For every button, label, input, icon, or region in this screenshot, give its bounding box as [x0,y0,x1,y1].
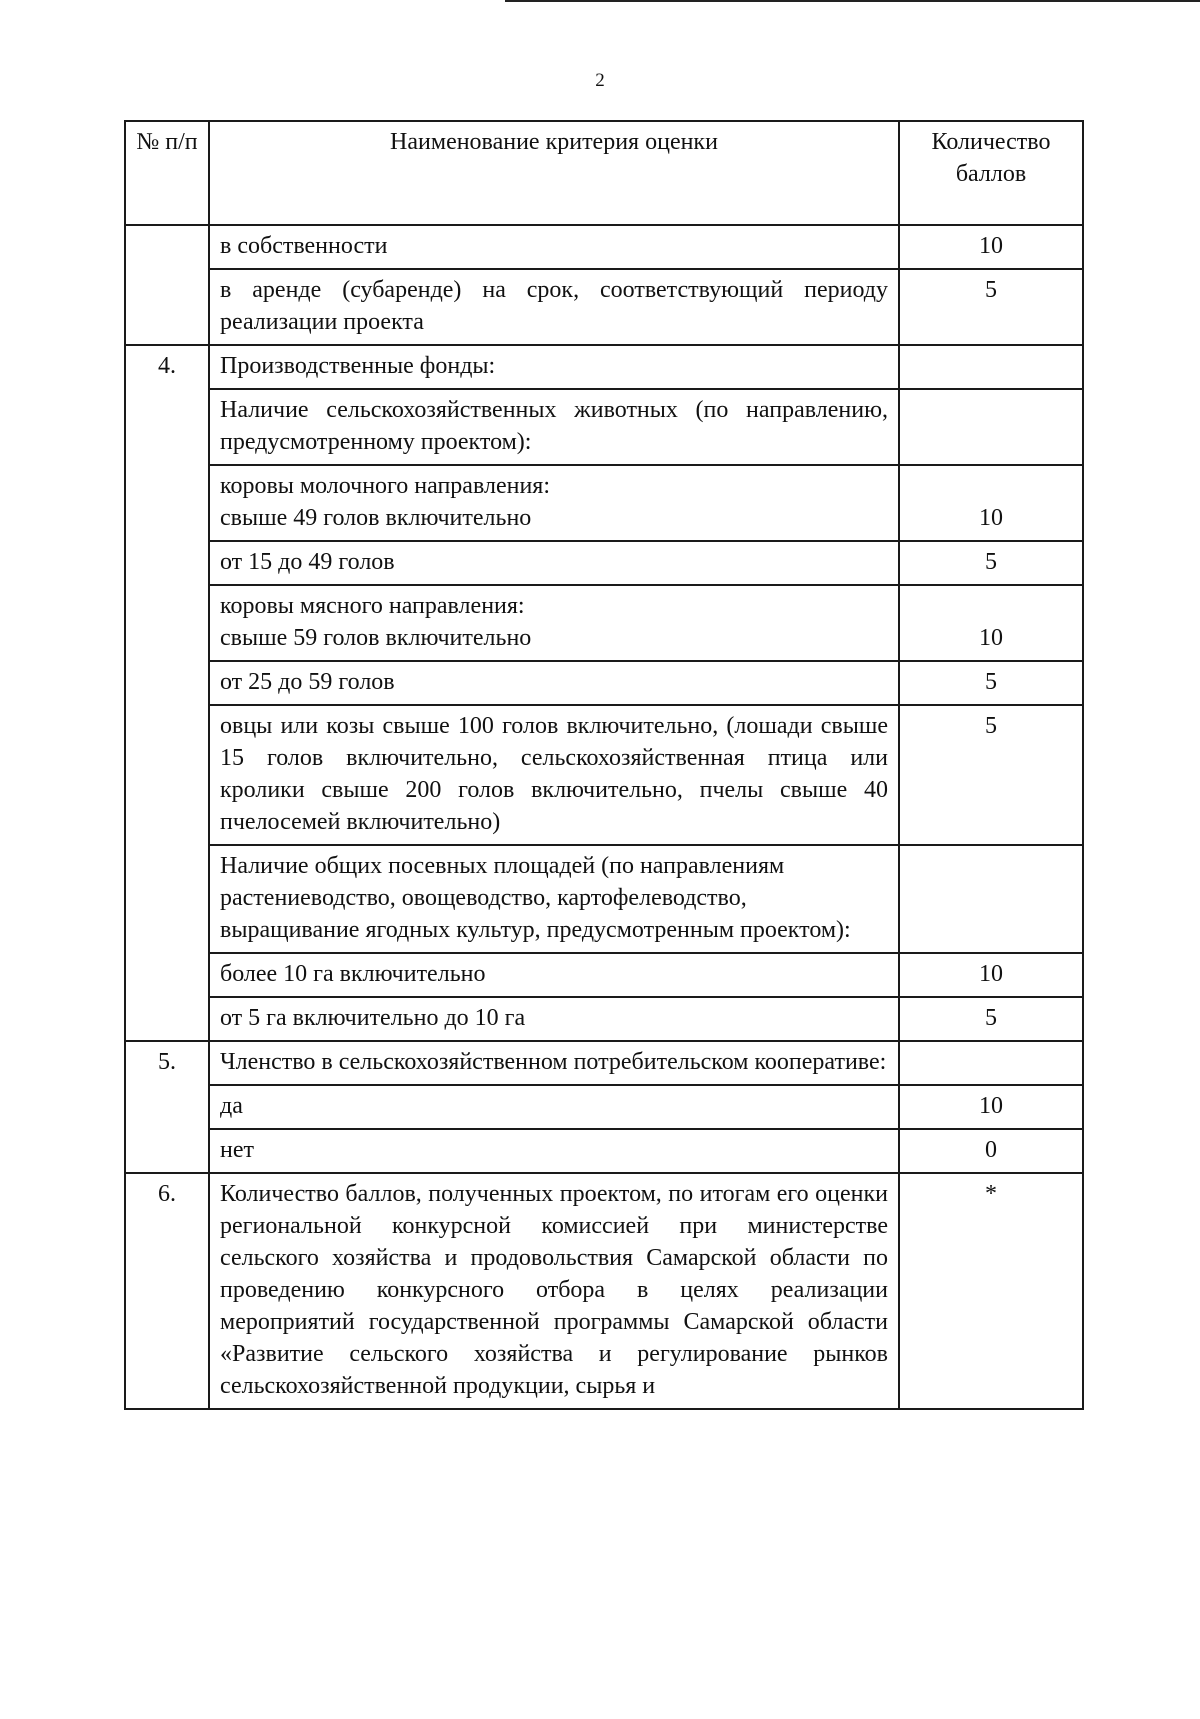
table-row [125,225,1083,269]
table-row [125,997,1083,1041]
header-criterion-name: Наименование критерия оценки [209,121,899,225]
row-number-cell: 4. [125,345,209,1041]
points-cell: 10 [899,225,1083,269]
points-cell: 10 [899,585,1083,661]
points-cell [899,845,1083,953]
table-row [125,345,1083,389]
row-number-cell: 6. [125,1173,209,1409]
table-row [125,585,1083,661]
table-row [125,1129,1083,1173]
row-number-cell: 5. [125,1041,209,1173]
table-row [125,1041,1083,1085]
points-cell: 5 [899,541,1083,585]
table-row [125,541,1083,585]
table-row [125,389,1083,465]
criterion-cell [209,585,899,661]
criterion-cell: овцы или козы свыше 100 голов включительно, (лошади свыше 15 голов включительно, сельскохозяйственная птица или кролики свыше 200 голов включительно, пчелы свыше 40 пчелосемей включительно) [209,705,899,845]
header-number: № п/п [125,121,209,225]
row-number-cell [125,225,209,345]
table-row [125,1173,1083,1409]
points-cell: 5 [899,269,1083,345]
criterion-option: свыше 59 голов включительно [220,625,532,651]
criterion-cell: в аренде (субаренде) на срок, соответствующий периоду реализации проекта [209,269,899,345]
criterion-option: свыше 49 голов включительно [220,505,532,531]
criterion-cell: да [209,1085,899,1129]
top-edge-rule [505,0,1200,2]
points-cell [899,345,1083,389]
points-cell: 5 [899,705,1083,845]
criteria-table [124,120,1084,1410]
page-number: 2 [595,70,605,91]
criterion-cell [209,465,899,541]
points-cell: 0 [899,1129,1083,1173]
points-cell: 10 [899,953,1083,997]
criterion-subheading: коровы мясного направления: [220,593,525,619]
criterion-cell: более 10 га включительно [209,953,899,997]
points-cell: * [899,1173,1083,1409]
table-row [125,661,1083,705]
criterion-cell: нет [209,1129,899,1173]
table-row [125,705,1083,845]
points-cell: 10 [899,1085,1083,1129]
criterion-cell: Количество баллов, полученных проектом, по итогам его оценки региональной конкурсной комиссией при министерстве сельского хозяйства и продовольствия Самарской области по проведению конкурсного отбора в целях реализации мероприятий государственной программы Самарской области «Развитие сельского хозяйства и регулирование рынков сельскохозяйственной продукции, сырья и [209,1173,899,1409]
criterion-cell: Членство в сельскохозяйственном потребительском кооперативе: [209,1041,899,1085]
criterion-subheading: коровы молочного направления: [220,473,550,499]
criterion-cell: Наличие общих посевных площадей (по направлениям растениеводство, овощеводство, картофелеводство, выращивание ягодных культур, предусмотренным проектом): [209,845,899,953]
criterion-cell: в собственности [209,225,899,269]
criterion-cell: от 15 до 49 голов [209,541,899,585]
table-row [125,953,1083,997]
table-row [125,845,1083,953]
points-cell: 5 [899,661,1083,705]
points-cell: 10 [899,465,1083,541]
table-row [125,1085,1083,1129]
points-cell [899,1041,1083,1085]
points-cell: 5 [899,997,1083,1041]
table-row [125,465,1083,541]
criterion-cell: от 5 га включительно до 10 га [209,997,899,1041]
criterion-cell: Наличие сельскохозяйственных животных (по направлению, предусмотренному проектом): [209,389,899,465]
criterion-cell: Производственные фонды: [209,345,899,389]
header-points: Количество баллов [899,121,1083,225]
table-row [125,269,1083,345]
table-header-row [125,121,1083,225]
points-cell [899,389,1083,465]
criterion-cell: от 25 до 59 голов [209,661,899,705]
